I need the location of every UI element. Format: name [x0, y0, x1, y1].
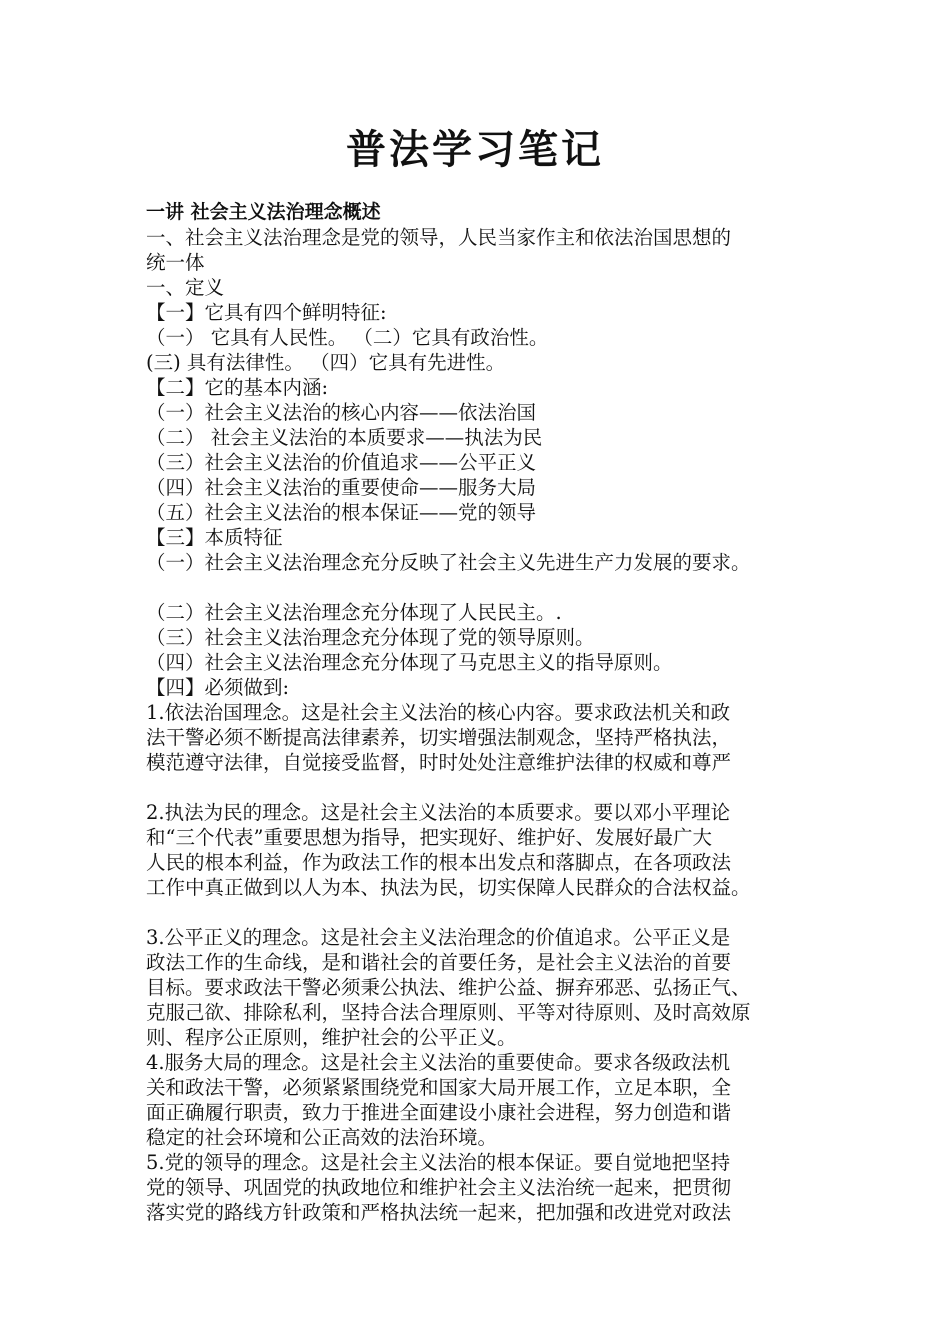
- text-line: 工作中真正做到以人为本、执法为民，切实保障人民群众的合法权益。: [146, 876, 751, 899]
- text-line: （一）社会主义法治理念充分反映了社会主义先进生产力发展的要求。: [146, 551, 751, 574]
- text-line: 5.党的领导的理念。这是社会主义法治的根本保证。要自觉地把坚持: [146, 1151, 731, 1174]
- body-lines: [146, 225, 816, 1225]
- text-line: 1.依法治国理念。这是社会主义法治的核心内容。要求政法机关和政: [146, 701, 731, 724]
- text-line: （四）社会主义法治的重要使命——服务大局: [146, 476, 537, 499]
- text-line: （三）社会主义法治的价值追求——公平正义: [146, 451, 537, 474]
- blank-line: [146, 775, 816, 800]
- text-line: 克服己欲、排除私利，坚持合法合理原则、平等对待原则、及时高效原: [146, 1001, 751, 1024]
- text-line: 3.公平正义的理念。这是社会主义法治理念的价值追求。公平正义是: [146, 926, 731, 949]
- text-line: 一、定义: [146, 276, 225, 299]
- text-line: （三）社会主义法治理念充分体现了党的领导原则。: [146, 626, 595, 649]
- text-line: 【三】本质特征: [146, 526, 283, 549]
- text-line: 4.服务大局的理念。这是社会主义法治的重要使命。要求各级政法机: [146, 1051, 731, 1074]
- text-line: （五）社会主义法治的根本保证——党的领导: [146, 501, 537, 524]
- text-line: 【二】它的基本内涵:: [146, 376, 329, 399]
- text-line: 面正确履行职责，致力于推进全面建设小康社会进程，努力创造和谐: [146, 1101, 732, 1124]
- document-title: 普法学习笔记: [346, 127, 604, 173]
- text-line: 人民的根本利益，作为政法工作的根本出发点和落脚点，在各项政法: [146, 851, 732, 874]
- section-heading: 一讲 社会主义法治理念概述: [146, 201, 381, 223]
- text-line: 【一】它具有四个鲜明特征:: [146, 301, 387, 324]
- text-line: （一） 它具有人民性。 （二）它具有政治性。: [146, 326, 549, 349]
- text-line: 统一体: [146, 251, 205, 274]
- text-line: 目标。要求政法干警必须秉公执法、维护公益、摒弃邪恶、弘扬正气、: [146, 976, 751, 999]
- text-line: 【四】必须做到:: [146, 676, 290, 699]
- text-line: 党的领导、巩固党的执政地位和维护社会主义法治统一起来，把贯彻: [146, 1176, 732, 1199]
- text-line: （二）社会主义法治理念充分体现了人民民主。.: [146, 601, 562, 624]
- text-line: 稳定的社会环境和公正高效的法治环境。: [146, 1126, 498, 1149]
- blank-line: [146, 900, 816, 925]
- text-line: （二） 社会主义法治的本质要求——执法为民: [146, 426, 543, 449]
- text-line: 关和政法干警，必须紧紧围绕党和国家大局开展工作，立足本职，全: [146, 1076, 732, 1099]
- text-line: （一）社会主义法治的核心内容——依法治国: [146, 401, 537, 424]
- text-line: 一、社会主义法治理念是党的领导，人民当家作主和依法治国思想的: [146, 226, 732, 249]
- text-line: 政法工作的生命线，是和谐社会的首要任务，是社会主义法治的首要: [146, 951, 732, 974]
- text-line: 落实党的路线方针政策和严格执法统一起来，把加强和改进党对政法: [146, 1201, 732, 1224]
- document-body: [146, 200, 816, 1225]
- text-line: 法干警必须不断提高法律素养，切实增强法制观念，坚持严格执法，: [146, 726, 732, 749]
- text-line: （四）社会主义法治理念充分体现了马克思主义的指导原则。: [146, 651, 673, 674]
- text-line: (三) 具有法律性。 （四）它具有先进性。: [146, 351, 506, 374]
- text-line: 和“三个代表”重要思想为指导，把实现好、维护好、发展好最广大: [146, 826, 712, 849]
- text-line: 2.执法为民的理念。这是社会主义法治的本质要求。要以邓小平理论: [146, 801, 731, 824]
- text-line: 则、程序公正原则，维护社会的公平正义。: [146, 1026, 517, 1049]
- text-line: 模范遵守法律，自觉接受监督，时时处处注意维护法律的权威和尊严: [146, 751, 732, 774]
- blank-line: [146, 575, 816, 600]
